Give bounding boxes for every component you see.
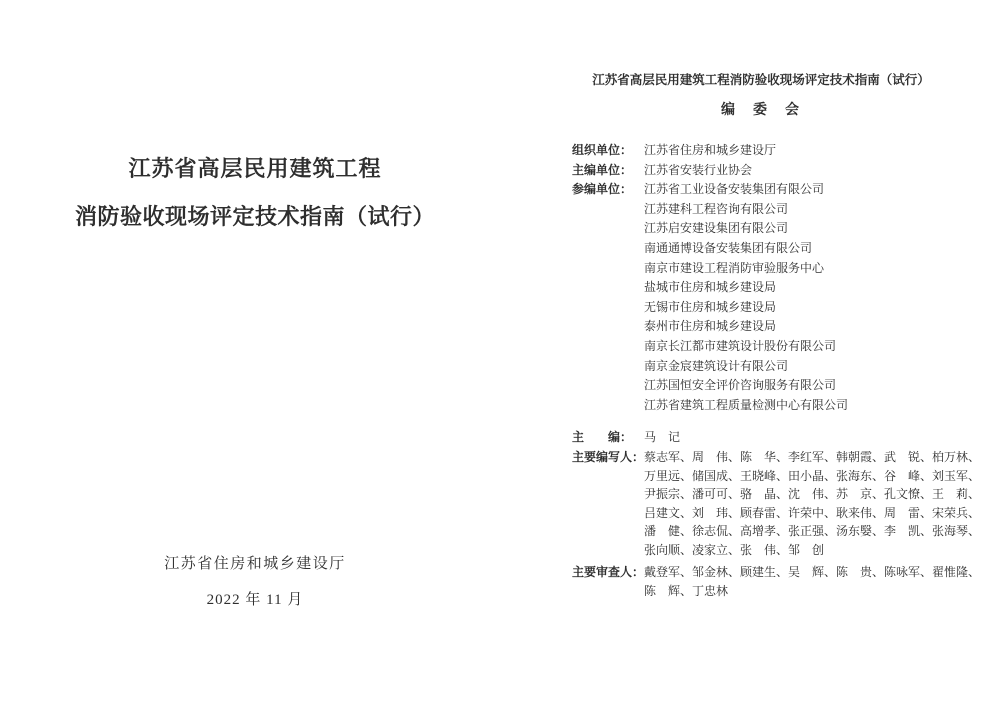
chief-unit-label: 主编单位：: [572, 162, 633, 177]
writers-line: 尹振宗、潘可可、骆 晶、沈 伟、苏 京、孔文憭、王 莉、: [644, 487, 981, 502]
contributing-unit-row: [572, 298, 964, 318]
committee-body: [572, 141, 981, 601]
writers-row: [572, 522, 981, 541]
org-unit-row: [572, 141, 964, 161]
contributing-unit: 南京长江都市建筑设计股份有限公司: [644, 338, 837, 353]
reviewers-row: [572, 563, 981, 582]
org-unit-value: 江苏省住房和城乡建设厅: [644, 143, 777, 157]
reviewers-line: 陈 辉、丁忠林: [644, 584, 729, 599]
writers-block: [572, 448, 981, 560]
contributing-unit-row: [572, 239, 964, 259]
cover-title-line2: 消防验收现场评定技术指南（试行）: [74, 204, 435, 229]
contributing-unit: 无锡市住房和城乡建设局: [644, 299, 777, 314]
contributing-unit: 泰州市住房和城乡建设局: [644, 319, 777, 334]
contributing-unit: 江苏国恒安全评价咨询服务有限公司: [644, 378, 837, 393]
cover-title-line1: 江苏省高层民用建筑工程: [128, 156, 382, 181]
writers-row: [572, 504, 981, 523]
chief-editor-name: 马 记: [644, 430, 681, 445]
writers-row: [572, 541, 964, 560]
contributing-unit: 盐城市住房和城乡建设局: [644, 280, 777, 295]
contributing-unit-row: [572, 219, 964, 239]
committee-header-title: 江苏省高层民用建筑工程消防验收现场评定技术指南（试行）: [592, 73, 930, 87]
writers-line: 潘 健、徐志侃、高增孝、张正强、汤东嫛、李 凯、张海琴、: [644, 524, 981, 539]
reviewers-line: 戴登军、邹金林、顾建生、吴 辉、陈 贵、陈咏军、翟惟隆、: [644, 565, 981, 580]
committee-heading: 编 委 会: [721, 103, 801, 118]
reviewers-label: 主要审查人：: [572, 565, 645, 580]
contributing-unit-row: [572, 376, 964, 396]
writers-line: 蔡志军、周 伟、陈 华、李红军、韩朝霞、武 锐、柏万林、: [644, 449, 981, 464]
contributing-unit-row: [572, 396, 964, 416]
contributing-unit-row: [572, 278, 964, 298]
committee-page: [558, 0, 981, 702]
reviewers-row: [572, 582, 964, 601]
reviewers-block: [572, 563, 981, 600]
writers-label: 主要编写人：: [572, 449, 645, 464]
chief-editor-row: [572, 428, 964, 448]
chief-unit-value: 江苏省安装行业协会: [644, 162, 753, 177]
contributing-unit: 南京市建设工程消防审验服务中心: [644, 260, 825, 275]
org-unit-label: 组织单位：: [572, 143, 633, 157]
contributing-unit: 南京金宸建筑设计有限公司: [644, 358, 789, 373]
writers-row: [572, 485, 981, 504]
contributing-unit: 江苏启安建设集团有限公司: [644, 221, 789, 236]
contributing-unit-row: [572, 357, 964, 377]
cover-date: 2022 年 11 月: [206, 592, 304, 608]
contributing-unit-row: [572, 317, 964, 337]
writers-line: 万里远、储国成、王晓峰、田小晶、张海东、谷 峰、刘玉军、: [644, 468, 981, 483]
chief-editor-label: 主 编：: [572, 430, 633, 445]
contributing-unit-row: [572, 259, 964, 279]
contributing-unit: 江苏建科工程咨询有限公司: [644, 201, 789, 216]
writers-line: 张向顺、凌家立、张 伟、邹 创: [644, 542, 825, 557]
contributing-unit-row: [572, 337, 964, 357]
writers-line: 吕建文、刘 玮、顾春雷、许荣中、耿来伟、周 雷、宋荣兵、: [644, 505, 981, 520]
chief-unit-row: [572, 161, 964, 181]
contributing-unit: 南通通博设备安装集团有限公司: [644, 240, 813, 255]
contributing-units-label: 参编单位：: [572, 182, 633, 197]
contributing-unit-row: [572, 180, 964, 200]
contributing-unit-row: [572, 200, 964, 220]
cover-publisher: 江苏省住房和城乡建设厅: [164, 556, 346, 572]
writers-row: [572, 467, 981, 486]
contributing-unit: 江苏省工业设备安装集团有限公司: [644, 182, 825, 197]
contributing-unit: 江苏省建筑工程质量检测中心有限公司: [644, 397, 849, 412]
cover-page: [40, 0, 470, 702]
writers-row: [572, 448, 981, 467]
